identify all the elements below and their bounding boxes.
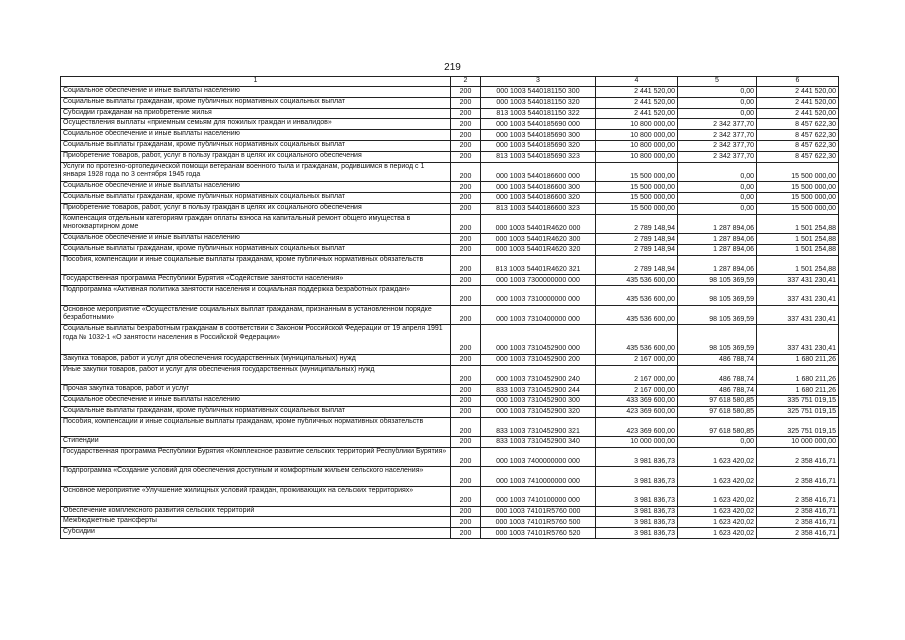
budget-code-cell: 000 1003 7300000000 000 <box>481 275 596 286</box>
approved-amount-cell: 2 789 148,94 <box>596 234 678 245</box>
approved-amount-cell: 15 500 000,00 <box>596 192 678 203</box>
budget-code-cell: 000 1003 54401R4620 000 <box>481 214 596 234</box>
line-code-cell: 200 <box>451 214 481 234</box>
budget-code-cell: 813 1003 5440181150 322 <box>481 108 596 119</box>
row-name-cell: Пособия, компенсации и иные социальные выплаты гражданам, кроме публичных нормативных обязательств <box>61 417 451 437</box>
row-name-cell: Государственная программа Республики Бурятия «Комплексное развитие сельских территорий Республики Бурятия» <box>61 447 451 467</box>
line-code-cell: 200 <box>451 354 481 365</box>
budget-code-cell: 000 1003 7410000000 000 <box>481 467 596 487</box>
row-name-cell: Компенсация отдельным категориям граждан оплаты взноса на капитальный ремонт общего имущества в многоквартирном доме <box>61 214 451 234</box>
table-row <box>61 354 839 365</box>
unexecuted-amount-cell: 2 358 416,71 <box>757 528 839 539</box>
table-row <box>61 203 839 214</box>
unexecuted-amount-cell: 15 500 000,00 <box>757 182 839 193</box>
row-name-cell: Приобретение товаров, работ, услуг в пользу граждан в целях их социального обеспечения <box>61 203 451 214</box>
executed-amount-cell: 2 342 377,70 <box>678 140 757 151</box>
table-row <box>61 255 839 275</box>
line-code-cell: 200 <box>451 517 481 528</box>
unexecuted-amount-cell: 2 358 416,71 <box>757 467 839 487</box>
executed-amount-cell: 98 105 369,59 <box>678 325 757 354</box>
unexecuted-amount-cell: 2 441 520,00 <box>757 108 839 119</box>
line-code-cell: 200 <box>451 203 481 214</box>
approved-amount-cell: 433 369 600,00 <box>596 395 678 406</box>
budget-code-cell: 000 1003 54401R4620 320 <box>481 244 596 255</box>
row-name-cell: Иные закупки товаров, работ и услуг для обеспечения государственных (муниципальных) нужд <box>61 365 451 385</box>
row-name-cell: Основное мероприятие «Улучшение жилищных условий граждан, проживающих на сельских территориях» <box>61 487 451 507</box>
approved-amount-cell: 435 536 600,00 <box>596 275 678 286</box>
table-row <box>61 214 839 234</box>
line-code-cell: 200 <box>451 305 481 325</box>
table-row <box>61 365 839 385</box>
line-code-cell: 200 <box>451 182 481 193</box>
row-name-cell: Социальное обеспечение и иные выплаты населению <box>61 130 451 141</box>
table-row <box>61 119 839 130</box>
line-code-cell: 200 <box>451 365 481 385</box>
row-name-cell: Социальные выплаты гражданам, кроме публичных нормативных социальных выплат <box>61 192 451 203</box>
executed-amount-cell: 1 287 894,06 <box>678 234 757 245</box>
budget-code-cell: 000 1003 5440186600 000 <box>481 162 596 182</box>
executed-amount-cell: 0,00 <box>678 108 757 119</box>
executed-amount-cell: 0,00 <box>678 162 757 182</box>
approved-amount-cell: 10 800 000,00 <box>596 130 678 141</box>
table-row <box>61 130 839 141</box>
table-row <box>61 406 839 417</box>
executed-amount-cell: 2 342 377,70 <box>678 119 757 130</box>
line-code-cell: 200 <box>451 151 481 162</box>
executed-amount-cell: 0,00 <box>678 203 757 214</box>
line-code-cell: 200 <box>451 130 481 141</box>
approved-amount-cell: 15 500 000,00 <box>596 162 678 182</box>
unexecuted-amount-cell: 337 431 230,41 <box>757 275 839 286</box>
approved-amount-cell: 3 981 836,73 <box>596 517 678 528</box>
row-name-cell: Социальное обеспечение и иные выплаты населению <box>61 234 451 245</box>
line-code-cell: 200 <box>451 119 481 130</box>
row-name-cell: Социальное обеспечение и иные выплаты населению <box>61 395 451 406</box>
unexecuted-amount-cell: 325 751 019,15 <box>757 406 839 417</box>
approved-amount-cell: 15 500 000,00 <box>596 182 678 193</box>
approved-amount-cell: 3 981 836,73 <box>596 528 678 539</box>
budget-code-cell: 833 1003 7310452900 244 <box>481 385 596 396</box>
row-name-cell: Приобретение товаров, работ, услуг в пользу граждан в целях их социального обеспечения <box>61 151 451 162</box>
unexecuted-amount-cell: 2 358 416,71 <box>757 517 839 528</box>
approved-amount-cell: 2 789 148,94 <box>596 255 678 275</box>
budget-code-cell: 000 1003 74101R5760 000 <box>481 506 596 517</box>
table-row <box>61 244 839 255</box>
budget-code-cell: 000 1003 7400000000 000 <box>481 447 596 467</box>
table-row <box>61 506 839 517</box>
row-name-cell: Осуществления выплаты «приемным семьям для пожилых граждан и инвалидов» <box>61 119 451 130</box>
table-row <box>61 151 839 162</box>
line-code-cell: 200 <box>451 487 481 507</box>
budget-code-cell: 000 1003 74101R5760 500 <box>481 517 596 528</box>
budget-code-cell: 000 1003 7310452900 300 <box>481 395 596 406</box>
executed-amount-cell: 1 287 894,06 <box>678 244 757 255</box>
executed-amount-cell: 1 623 420,02 <box>678 487 757 507</box>
budget-code-cell: 000 1003 74101R5760 520 <box>481 528 596 539</box>
approved-amount-cell: 2 789 148,94 <box>596 214 678 234</box>
executed-amount-cell: 1 623 420,02 <box>678 517 757 528</box>
executed-amount-cell: 1 623 420,02 <box>678 528 757 539</box>
unexecuted-amount-cell: 8 457 622,30 <box>757 140 839 151</box>
budget-code-cell: 000 1003 7310452900 200 <box>481 354 596 365</box>
table-row <box>61 305 839 325</box>
unexecuted-amount-cell: 8 457 622,30 <box>757 119 839 130</box>
row-name-cell: Прочая закупка товаров, работ и услуг <box>61 385 451 396</box>
line-code-cell: 200 <box>451 192 481 203</box>
table-row <box>61 395 839 406</box>
row-name-cell: Межбюджетные трансферты <box>61 517 451 528</box>
approved-amount-cell: 3 981 836,73 <box>596 447 678 467</box>
line-code-cell: 200 <box>451 385 481 396</box>
unexecuted-amount-cell: 325 751 019,15 <box>757 417 839 437</box>
approved-amount-cell: 435 536 600,00 <box>596 305 678 325</box>
unexecuted-amount-cell: 8 457 622,30 <box>757 130 839 141</box>
table-row <box>61 447 839 467</box>
approved-amount-cell: 15 500 000,00 <box>596 203 678 214</box>
line-code-cell: 200 <box>451 528 481 539</box>
approved-amount-cell: 10 800 000,00 <box>596 151 678 162</box>
executed-amount-cell: 486 788,74 <box>678 385 757 396</box>
column-header: 2 <box>451 77 481 87</box>
approved-amount-cell: 2 167 000,00 <box>596 365 678 385</box>
table-row <box>61 286 839 306</box>
approved-amount-cell: 2 789 148,94 <box>596 244 678 255</box>
line-code-cell: 200 <box>451 286 481 306</box>
unexecuted-amount-cell: 8 457 622,30 <box>757 151 839 162</box>
line-code-cell: 200 <box>451 97 481 108</box>
executed-amount-cell: 97 618 580,85 <box>678 395 757 406</box>
row-name-cell: Социальные выплаты гражданам, кроме публичных нормативных социальных выплат <box>61 140 451 151</box>
budget-code-cell: 000 1003 7410100000 000 <box>481 487 596 507</box>
row-name-cell: Обеспечение комплексного развития сельских территорий <box>61 506 451 517</box>
line-code-cell: 200 <box>451 325 481 354</box>
executed-amount-cell: 0,00 <box>678 192 757 203</box>
table-row <box>61 108 839 119</box>
unexecuted-amount-cell: 1 680 211,26 <box>757 354 839 365</box>
row-name-cell: Стипендии <box>61 437 451 448</box>
line-code-cell: 200 <box>451 406 481 417</box>
executed-amount-cell: 0,00 <box>678 182 757 193</box>
executed-amount-cell: 1 623 420,02 <box>678 447 757 467</box>
executed-amount-cell: 486 788,74 <box>678 365 757 385</box>
line-code-cell: 200 <box>451 140 481 151</box>
executed-amount-cell: 2 342 377,70 <box>678 151 757 162</box>
approved-amount-cell: 2 441 520,00 <box>596 108 678 119</box>
executed-amount-cell: 1 287 894,06 <box>678 255 757 275</box>
column-header: 1 <box>61 77 451 87</box>
executed-amount-cell: 1 623 420,02 <box>678 506 757 517</box>
executed-amount-cell: 0,00 <box>678 97 757 108</box>
approved-amount-cell: 2 441 520,00 <box>596 87 678 98</box>
table-row <box>61 234 839 245</box>
row-name-cell: Социальные выплаты гражданам, кроме публичных нормативных социальных выплат <box>61 244 451 255</box>
line-code-cell: 200 <box>451 162 481 182</box>
unexecuted-amount-cell: 2 441 520,00 <box>757 87 839 98</box>
unexecuted-amount-cell: 1 501 254,88 <box>757 234 839 245</box>
executed-amount-cell: 1 287 894,06 <box>678 214 757 234</box>
budget-code-cell: 813 1003 5440185690 323 <box>481 151 596 162</box>
line-code-cell: 200 <box>451 275 481 286</box>
approved-amount-cell: 3 981 836,73 <box>596 487 678 507</box>
approved-amount-cell: 435 536 600,00 <box>596 286 678 306</box>
executed-amount-cell: 97 618 580,85 <box>678 406 757 417</box>
executed-amount-cell: 1 623 420,02 <box>678 467 757 487</box>
column-header: 3 <box>481 77 596 87</box>
budget-code-cell: 833 1003 7310452900 340 <box>481 437 596 448</box>
line-code-cell: 200 <box>451 244 481 255</box>
unexecuted-amount-cell: 15 500 000,00 <box>757 203 839 214</box>
budget-code-cell: 833 1003 7310452900 321 <box>481 417 596 437</box>
budget-code-cell: 000 1003 7310000000 000 <box>481 286 596 306</box>
approved-amount-cell: 2 441 520,00 <box>596 97 678 108</box>
approved-amount-cell: 3 981 836,73 <box>596 467 678 487</box>
table-row <box>61 467 839 487</box>
line-code-cell: 200 <box>451 234 481 245</box>
line-code-cell: 200 <box>451 108 481 119</box>
executed-amount-cell: 0,00 <box>678 87 757 98</box>
unexecuted-amount-cell: 1 501 254,88 <box>757 214 839 234</box>
table-header-row <box>61 77 839 87</box>
executed-amount-cell: 98 105 369,59 <box>678 305 757 325</box>
row-name-cell: Субсидии гражданам на приобретение жилья <box>61 108 451 119</box>
executed-amount-cell: 98 105 369,59 <box>678 286 757 306</box>
executed-amount-cell: 0,00 <box>678 437 757 448</box>
table-row <box>61 417 839 437</box>
line-code-cell: 200 <box>451 467 481 487</box>
budget-code-cell: 000 1003 54401R4620 300 <box>481 234 596 245</box>
budget-code-cell: 000 1003 5440185690 000 <box>481 119 596 130</box>
budget-code-cell: 000 1003 5440181150 320 <box>481 97 596 108</box>
approved-amount-cell: 2 167 000,00 <box>596 354 678 365</box>
budget-code-cell: 000 1003 7310452900 240 <box>481 365 596 385</box>
table-row <box>61 182 839 193</box>
unexecuted-amount-cell: 1 680 211,26 <box>757 365 839 385</box>
approved-amount-cell: 3 981 836,73 <box>596 506 678 517</box>
budget-code-cell: 000 1003 7310452900 000 <box>481 325 596 354</box>
line-code-cell: 200 <box>451 447 481 467</box>
budget-code-cell: 000 1003 7310452900 320 <box>481 406 596 417</box>
row-name-cell: Подпрограмма «Активная политика занятости населения и социальная поддержка безработных граждан» <box>61 286 451 306</box>
approved-amount-cell: 435 536 600,00 <box>596 325 678 354</box>
approved-amount-cell: 10 800 000,00 <box>596 119 678 130</box>
row-name-cell: Пособия, компенсации и иные социальные выплаты гражданам, кроме публичных нормативных обязательств <box>61 255 451 275</box>
unexecuted-amount-cell: 1 501 254,88 <box>757 255 839 275</box>
unexecuted-amount-cell: 15 500 000,00 <box>757 162 839 182</box>
approved-amount-cell: 423 369 600,00 <box>596 406 678 417</box>
budget-code-cell: 000 1003 5440185690 300 <box>481 130 596 141</box>
executed-amount-cell: 2 342 377,70 <box>678 130 757 141</box>
budget-code-cell: 000 1003 7310400000 000 <box>481 305 596 325</box>
table-row <box>61 437 839 448</box>
column-header: 6 <box>757 77 839 87</box>
table-row <box>61 528 839 539</box>
unexecuted-amount-cell: 1 501 254,88 <box>757 244 839 255</box>
unexecuted-amount-cell: 337 431 230,41 <box>757 325 839 354</box>
line-code-cell: 200 <box>451 255 481 275</box>
executed-amount-cell: 98 105 369,59 <box>678 275 757 286</box>
line-code-cell: 200 <box>451 87 481 98</box>
row-name-cell: Закупка товаров, работ и услуг для обеспечения государственных (муниципальных) нужд <box>61 354 451 365</box>
unexecuted-amount-cell: 1 680 211,26 <box>757 385 839 396</box>
row-name-cell: Социальное обеспечение и иные выплаты населению <box>61 182 451 193</box>
table-row <box>61 97 839 108</box>
unexecuted-amount-cell: 2 358 416,71 <box>757 447 839 467</box>
table-row <box>61 87 839 98</box>
budget-code-cell: 813 1003 54401R4620 321 <box>481 255 596 275</box>
unexecuted-amount-cell: 2 358 416,71 <box>757 506 839 517</box>
budget-code-cell: 000 1003 5440181150 300 <box>481 87 596 98</box>
column-header: 4 <box>596 77 678 87</box>
row-name-cell: Социальные выплаты гражданам, кроме публичных нормативных социальных выплат <box>61 97 451 108</box>
approved-amount-cell: 2 167 000,00 <box>596 385 678 396</box>
executed-amount-cell: 97 618 580,85 <box>678 417 757 437</box>
unexecuted-amount-cell: 2 358 416,71 <box>757 487 839 507</box>
unexecuted-amount-cell: 337 431 230,41 <box>757 286 839 306</box>
approved-amount-cell: 10 000 000,00 <box>596 437 678 448</box>
column-header: 5 <box>678 77 757 87</box>
line-code-cell: 200 <box>451 506 481 517</box>
row-name-cell: Услуги по протезно-ортопедической помощи ветеранам военного тыла и гражданам, родившимся в период с 1 января 1928 года по 3 сентября 1945 года <box>61 162 451 182</box>
row-name-cell: Государственная программа Республики Бурятия «Содействие занятости населения» <box>61 275 451 286</box>
unexecuted-amount-cell: 335 751 019,15 <box>757 395 839 406</box>
unexecuted-amount-cell: 15 500 000,00 <box>757 192 839 203</box>
row-name-cell: Субсидии <box>61 528 451 539</box>
budget-execution-table <box>60 76 839 539</box>
table-row <box>61 325 839 354</box>
row-name-cell: Социальное обеспечение и иные выплаты населению <box>61 87 451 98</box>
line-code-cell: 200 <box>451 395 481 406</box>
unexecuted-amount-cell: 2 441 520,00 <box>757 97 839 108</box>
table-row <box>61 192 839 203</box>
row-name-cell: Социальные выплаты безработным гражданам в соответствии с Законом Российской Федерации от 19 апреля 1991 года № 1032-1 «О занятости населения в Российской Федерации» <box>61 325 451 354</box>
table-body <box>61 87 839 539</box>
table-row <box>61 140 839 151</box>
row-name-cell: Социальные выплаты гражданам, кроме публичных нормативных социальных выплат <box>61 406 451 417</box>
table-row <box>61 385 839 396</box>
approved-amount-cell: 10 800 000,00 <box>596 140 678 151</box>
table-row <box>61 517 839 528</box>
executed-amount-cell: 486 788,74 <box>678 354 757 365</box>
budget-code-cell: 000 1003 5440186600 320 <box>481 192 596 203</box>
table-row <box>61 162 839 182</box>
row-name-cell: Основное мероприятие «Осуществление социальных выплат гражданам, признанным в установленном порядке безработными» <box>61 305 451 325</box>
unexecuted-amount-cell: 337 431 230,41 <box>757 305 839 325</box>
budget-code-cell: 000 1003 5440186600 300 <box>481 182 596 193</box>
table-row <box>61 487 839 507</box>
unexecuted-amount-cell: 10 000 000,00 <box>757 437 839 448</box>
budget-code-cell: 000 1003 5440185690 320 <box>481 140 596 151</box>
line-code-cell: 200 <box>451 417 481 437</box>
page-number: 219 <box>444 62 461 73</box>
approved-amount-cell: 423 369 600,00 <box>596 417 678 437</box>
table-row <box>61 275 839 286</box>
line-code-cell: 200 <box>451 437 481 448</box>
row-name-cell: Подпрограмма «Создание условий для обеспечения доступным и комфортным жильем сельского населения» <box>61 467 451 487</box>
budget-code-cell: 813 1003 5440186600 323 <box>481 203 596 214</box>
